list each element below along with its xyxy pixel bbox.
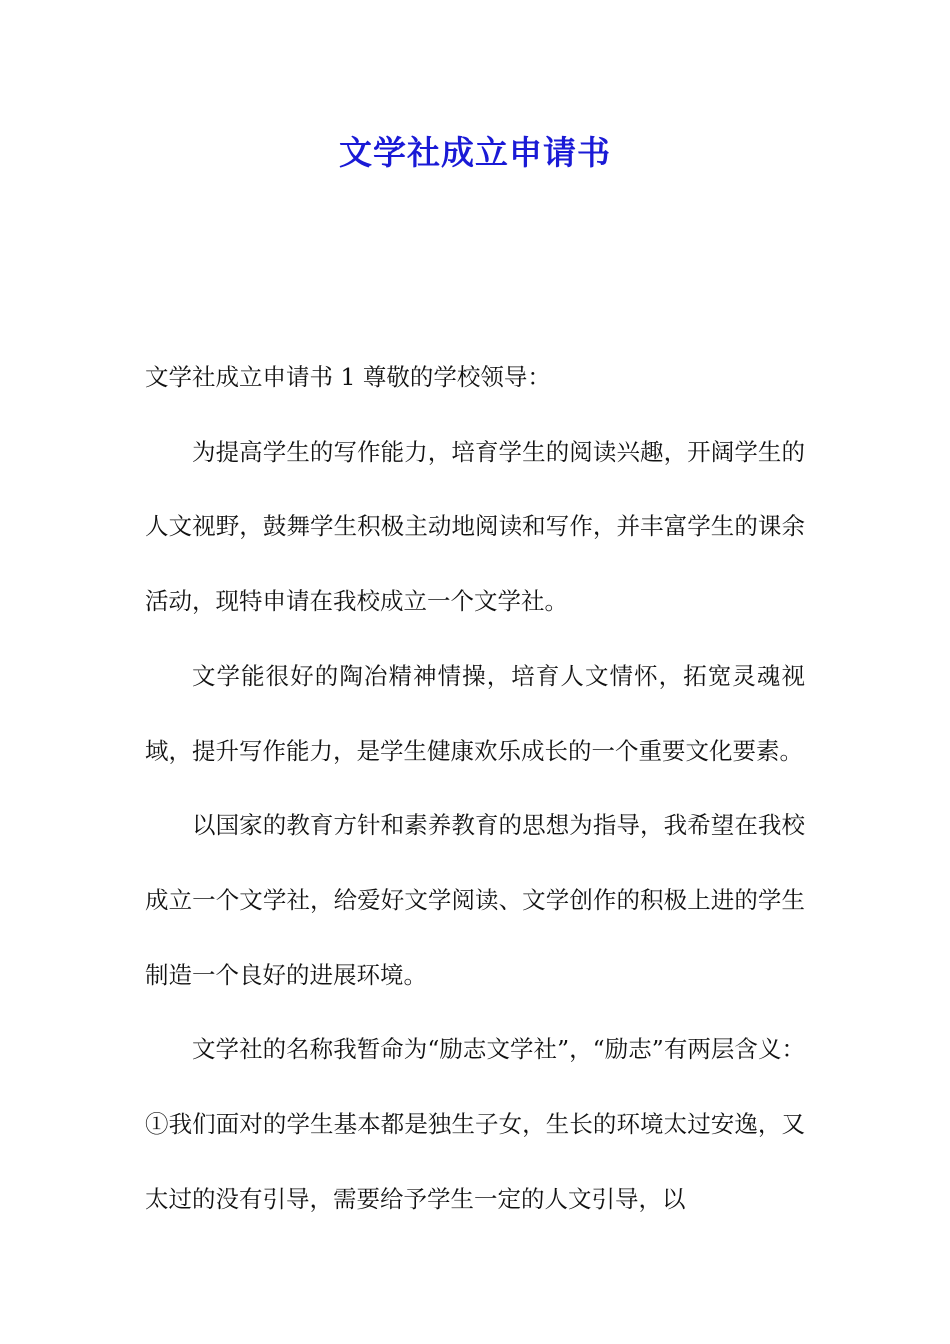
document-body: [145, 340, 805, 1236]
body-paragraph: 为提高学生的写作能力，培育学生的阅读兴趣，开阔学生的人文视野，鼓舞学生积极主动地阅读和写作，并丰富学生的课余活动，现特申请在我校成立一个文学社。: [145, 437, 805, 616]
body-paragraph: 文学能很好的陶冶精神情操，培育人文情怀，拓宽灵魂视域，提升写作能力，是学生健康欢乐成长的一个重要文化要素。: [145, 661, 805, 765]
body-paragraph: 以国家的教育方针和素养教育的思想为指导，我希望在我校成立一个文学社，给爱好文学阅读、文学创作的积极上进的学生制造一个良好的进展环境。: [145, 811, 805, 989]
salutation-paragraph: 文学社成立申请书 1 尊敬的学校领导：: [145, 363, 551, 391]
document-title: 文学社成立申请书: [339, 133, 611, 172]
body-paragraph: 文学社的名称我暂命为“励志文学社”，“励志”有两层含义：①我们面对的学生基本都是独生子女，生长的环境太过安逸，又太过的没有引导，需要给予学生一定的人文引导，以: [145, 1035, 805, 1213]
